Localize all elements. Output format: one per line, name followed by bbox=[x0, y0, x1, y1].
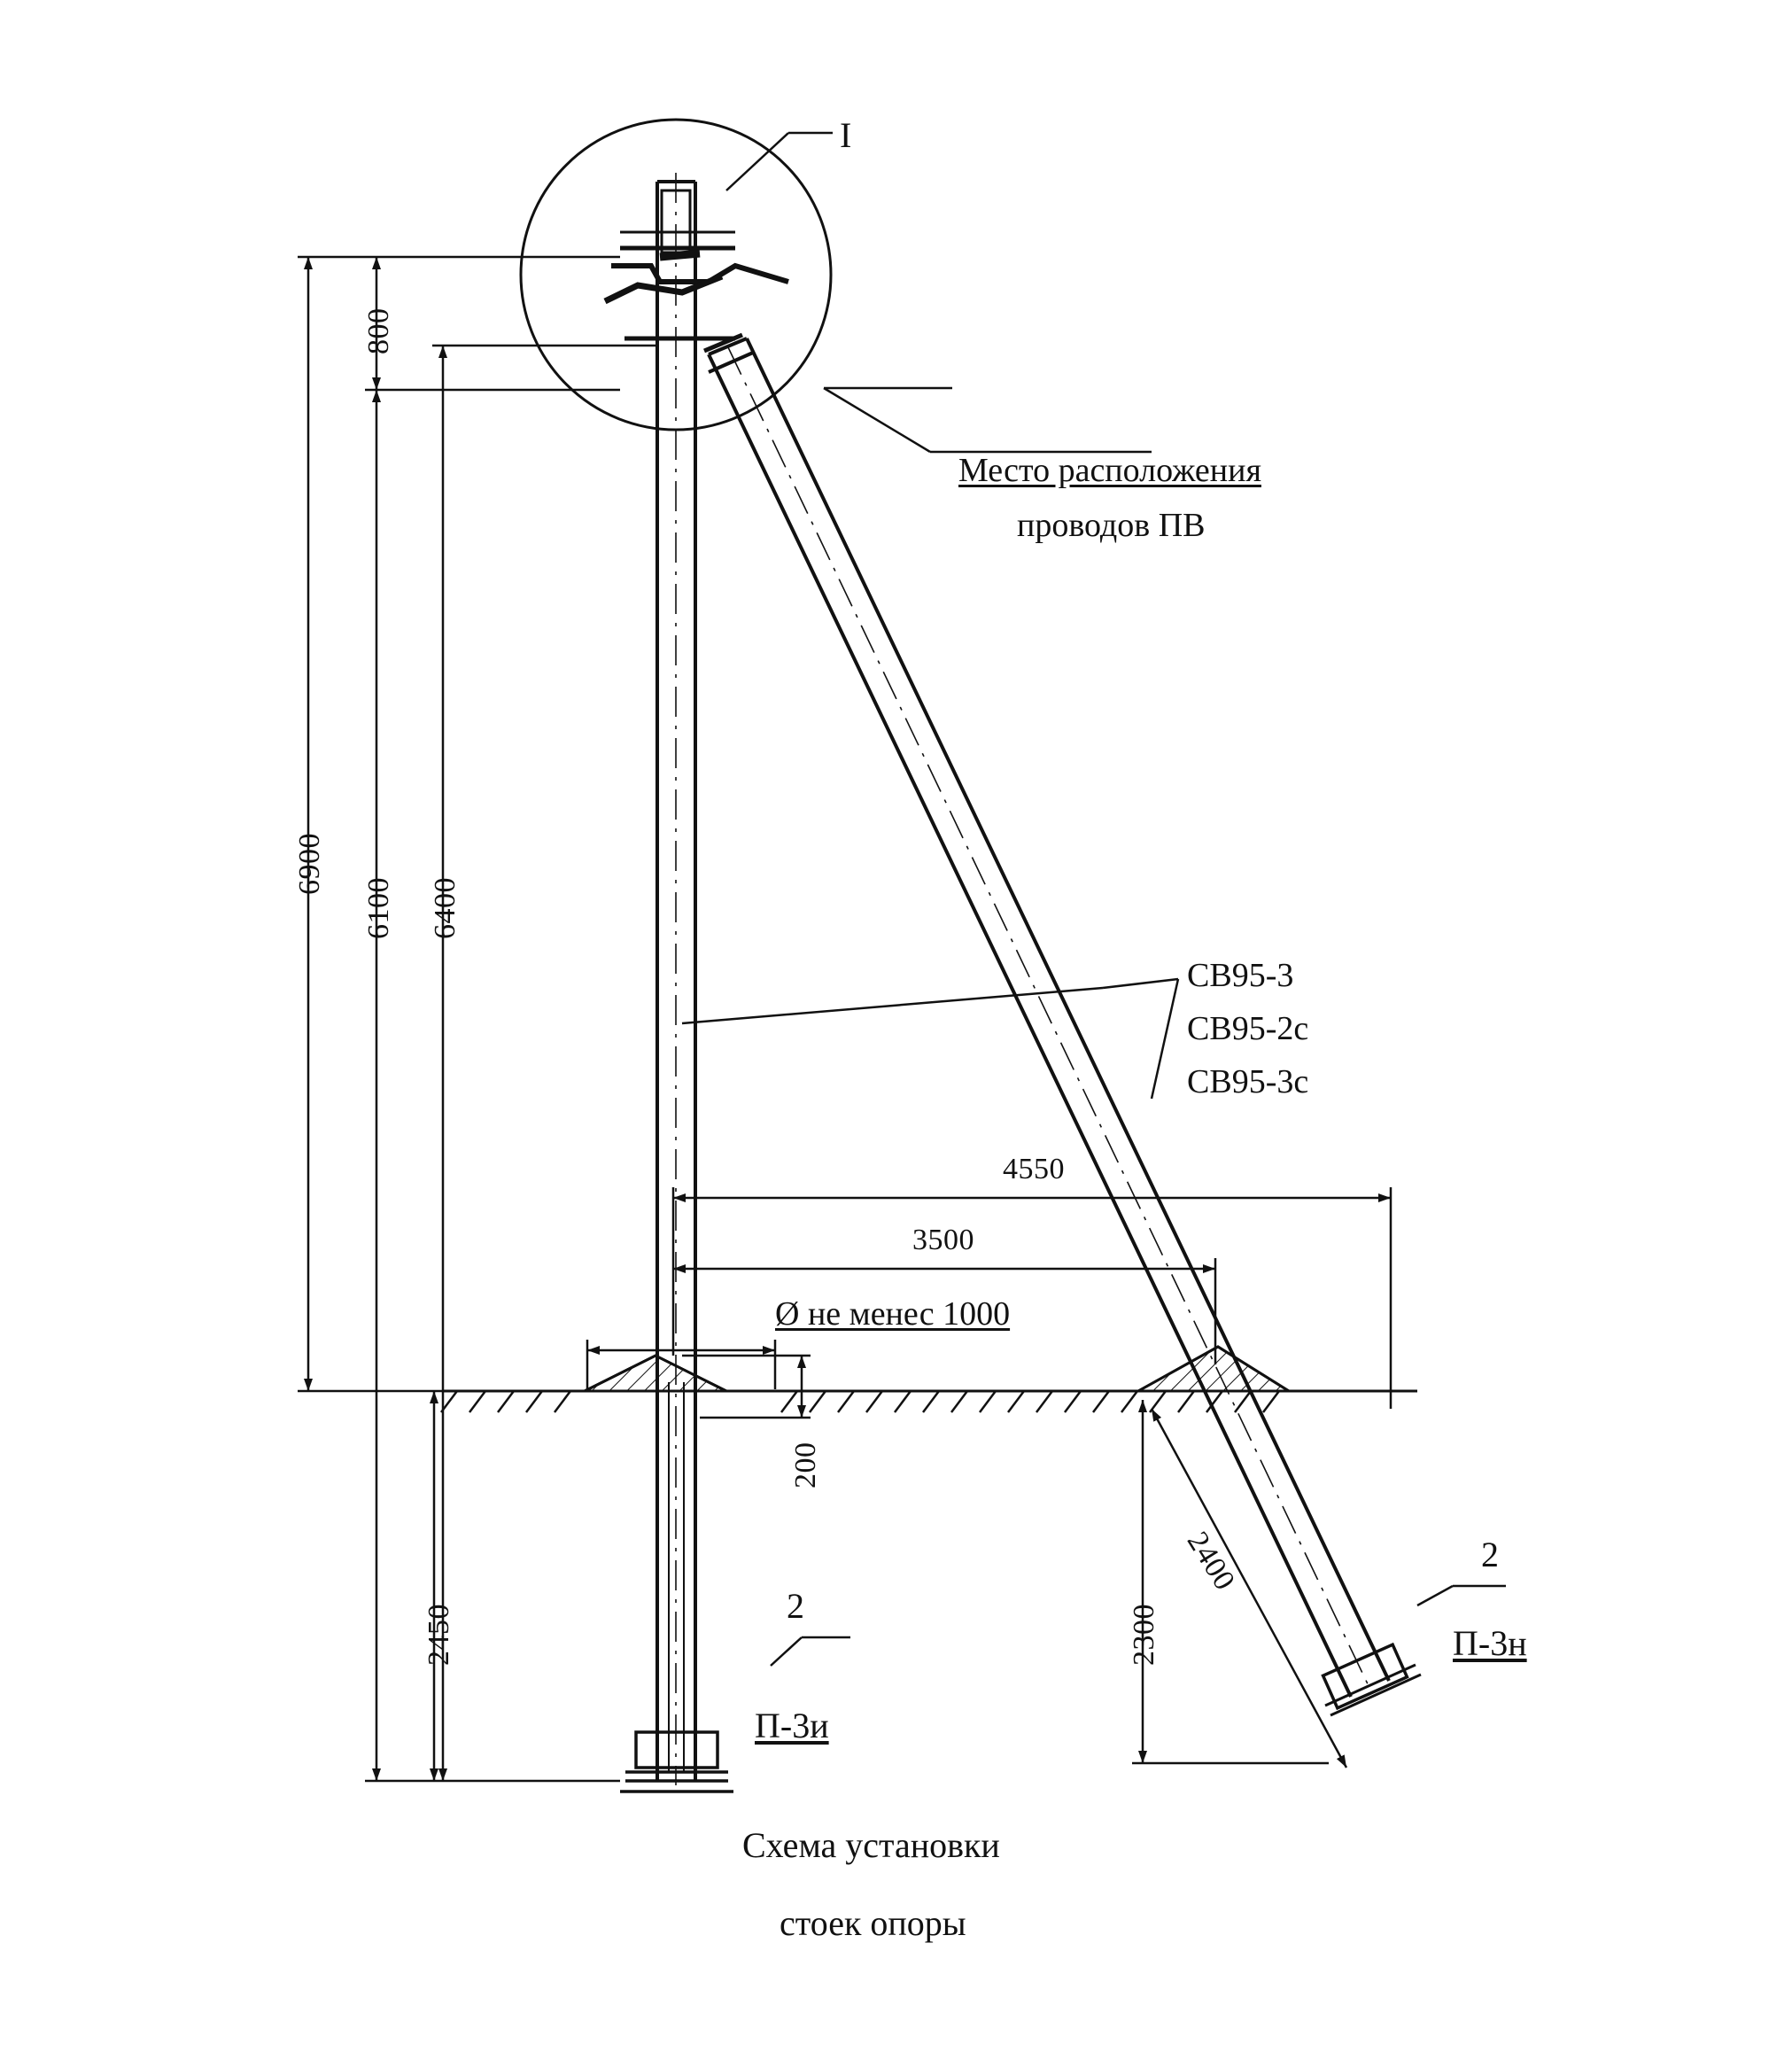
main-pole bbox=[657, 173, 695, 1785]
dimension-6900 bbox=[298, 257, 620, 1391]
anchor-left-number: 2 bbox=[787, 1586, 804, 1626]
note-pv-line1: Место расположения bbox=[958, 452, 1261, 489]
dimension-2400-slant bbox=[1152, 1409, 1346, 1768]
detail-mark-label: I bbox=[840, 115, 852, 155]
strut-base-plate bbox=[1323, 1644, 1421, 1715]
pole-label-sv95-3: СВ95-3 bbox=[1187, 957, 1294, 994]
pole-label-sv95-2s: СВ95-2с bbox=[1187, 1010, 1309, 1047]
dimension-label-200: 200 bbox=[789, 1442, 822, 1488]
anchor-left-type: П-3и bbox=[755, 1706, 829, 1745]
dimension-label-2400: 2400 bbox=[1180, 1526, 1242, 1597]
dimension-label-6900: 6900 bbox=[293, 833, 326, 895]
main-pole-base-plate bbox=[620, 1732, 733, 1792]
dimension-label-3500: 3500 bbox=[912, 1224, 974, 1256]
dimension-label-6100: 6100 bbox=[362, 877, 395, 939]
dimension-6400 bbox=[432, 346, 656, 1781]
ground-line-group bbox=[441, 1391, 1417, 1412]
ground-note-label: Ø не менес 1000 bbox=[775, 1295, 1011, 1333]
dimension-label-6400: 6400 bbox=[429, 877, 462, 939]
anchor-right-type: П-3н bbox=[1453, 1623, 1527, 1663]
dimension-label-2300: 2300 bbox=[1128, 1604, 1160, 1666]
note-pv-line2: проводов ПВ bbox=[1017, 507, 1206, 544]
drawing-title-line1: Схема установки bbox=[742, 1825, 1000, 1865]
drawing-title-line2: стоек опоры bbox=[780, 1903, 966, 1943]
pole-label-sv95-3s: СВ95-3с bbox=[1187, 1063, 1309, 1100]
dimension-6100 bbox=[365, 390, 620, 1781]
dimension-label-4550: 4550 bbox=[1003, 1153, 1065, 1185]
dimension-label-800: 800 bbox=[362, 307, 395, 354]
dimension-label-2450: 2450 bbox=[423, 1604, 455, 1666]
anchor-right-number: 2 bbox=[1481, 1535, 1499, 1574]
ground-mound-right bbox=[1138, 1347, 1289, 1391]
leader-lines bbox=[682, 133, 1506, 1666]
